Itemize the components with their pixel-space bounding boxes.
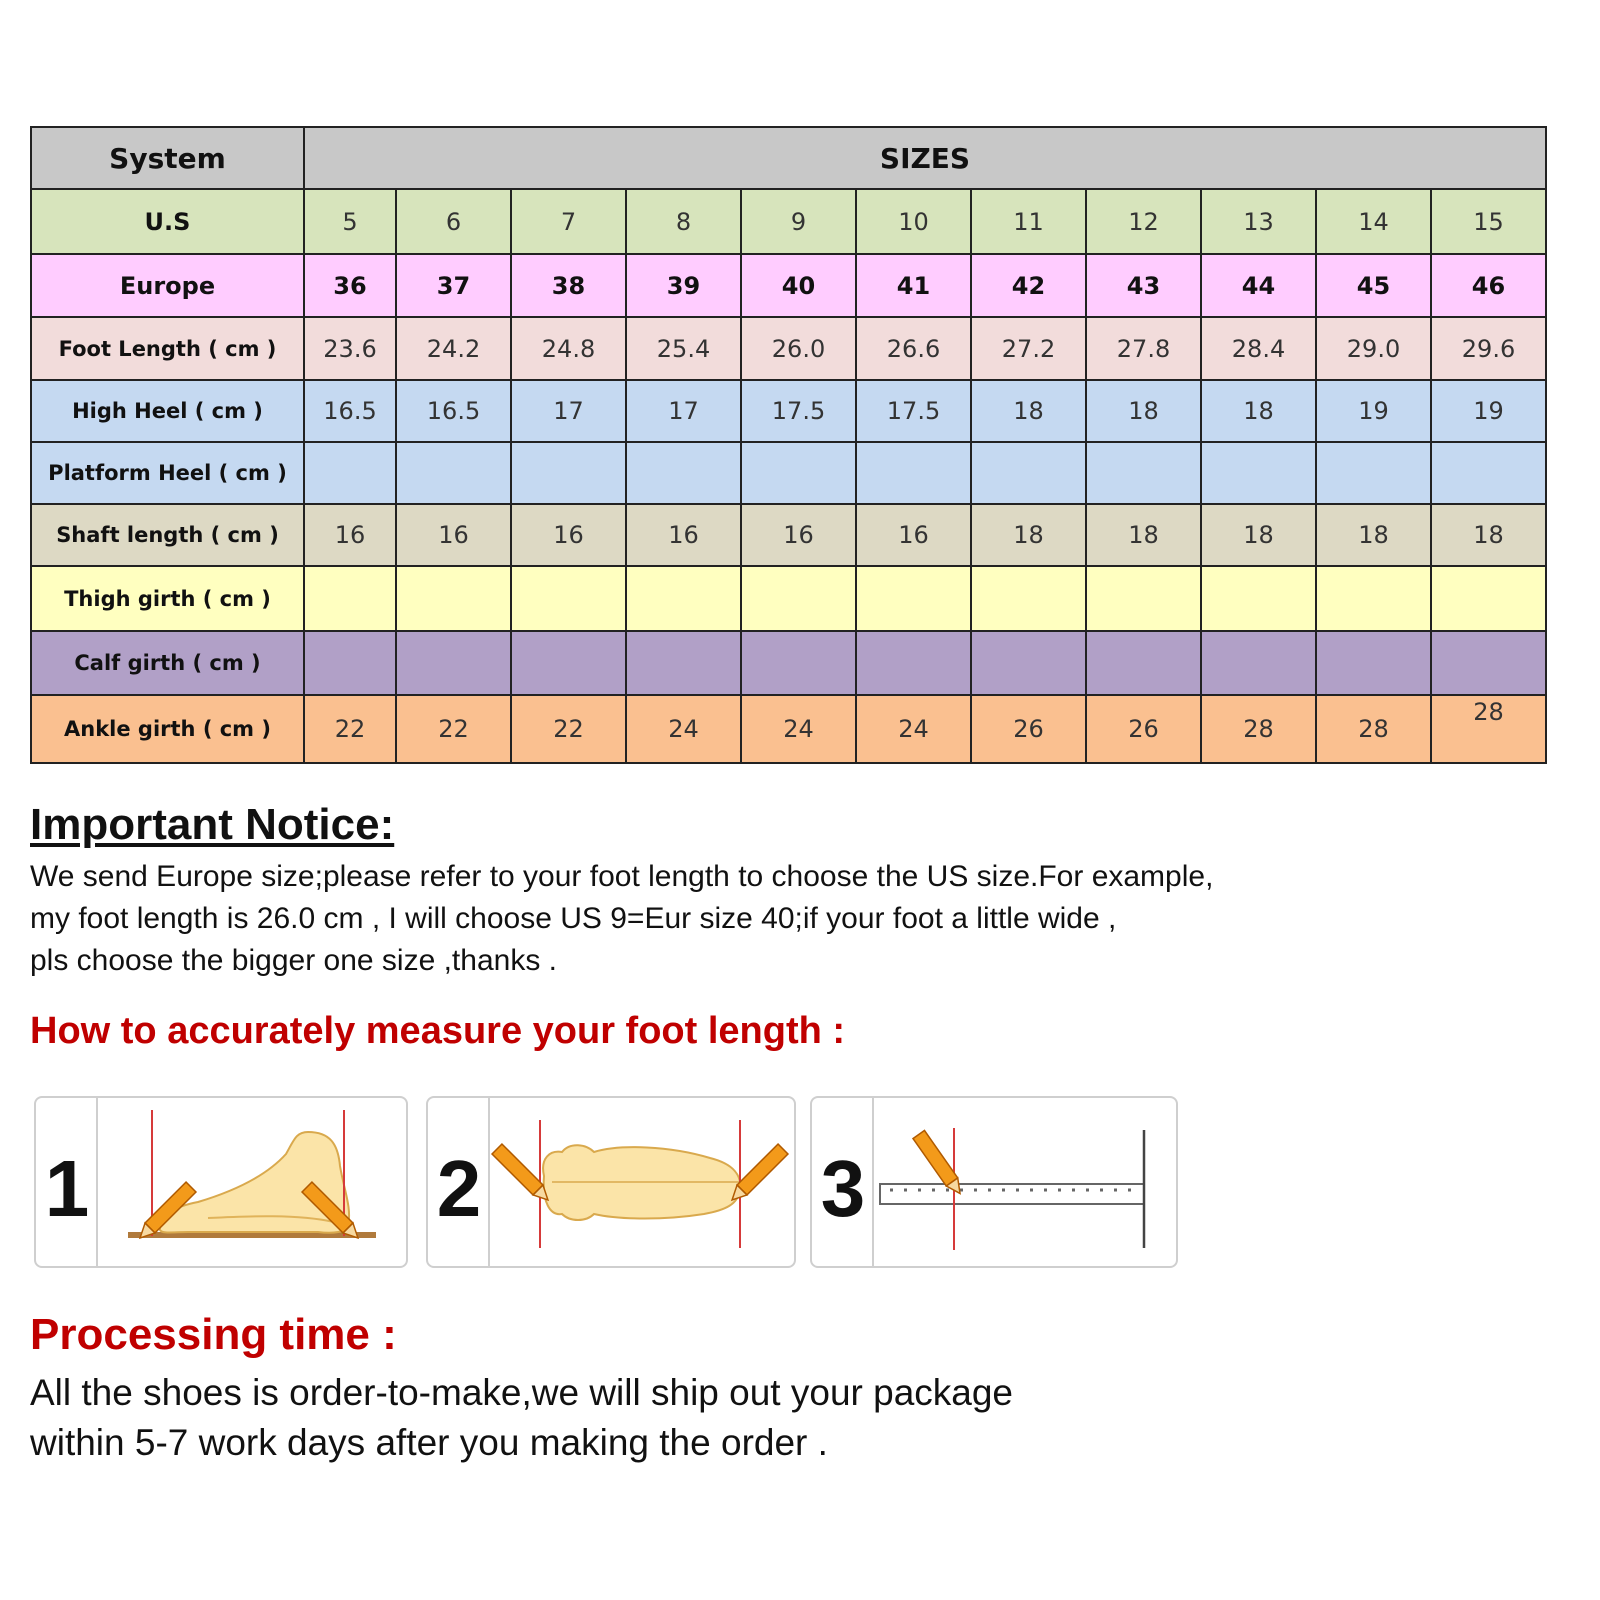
table-cell: 16.5	[304, 380, 396, 442]
table-cell: 16.5	[396, 380, 511, 442]
table-cell: 40	[741, 254, 856, 317]
processing-title-suffix: :	[369, 1310, 397, 1359]
notice-text	[30, 856, 1213, 982]
table-cell: 16	[396, 504, 511, 566]
table-cell	[626, 442, 741, 504]
table-cell	[856, 442, 971, 504]
table-row-shaft-length	[31, 504, 1546, 566]
table-cell	[1431, 566, 1546, 631]
table-cell: 12	[1086, 189, 1201, 254]
table-cell: 27.8	[1086, 317, 1201, 380]
processing-title	[30, 1310, 397, 1360]
table-cell: 22	[396, 695, 511, 763]
table-header-row	[31, 127, 1546, 189]
table-cell: 29.6	[1431, 317, 1546, 380]
table-cell: 28.4	[1201, 317, 1316, 380]
table-cell: 24.8	[511, 317, 626, 380]
table-cell: 41	[856, 254, 971, 317]
table-cell	[1316, 566, 1431, 631]
table-cell: 22	[511, 695, 626, 763]
measure-step-2	[426, 1096, 796, 1268]
table-cell	[396, 442, 511, 504]
table-cell: 18	[1086, 380, 1201, 442]
row-label-us: U.S	[31, 189, 304, 254]
table-cell	[396, 566, 511, 631]
table-cell: 18	[1431, 504, 1546, 566]
table-cell: 28	[1316, 695, 1431, 763]
table-cell: 16	[511, 504, 626, 566]
step-number: 3	[820, 1144, 866, 1233]
table-cell: 19	[1316, 380, 1431, 442]
table-cell: 18	[1201, 504, 1316, 566]
table-row-high-heel	[31, 380, 1546, 442]
row-label-high-heel: High Heel ( cm )	[31, 380, 304, 442]
row-label-calf-girth: Calf girth ( cm )	[31, 631, 304, 695]
table-cell	[511, 631, 626, 695]
table-cell	[304, 566, 396, 631]
table-cell: 16	[856, 504, 971, 566]
table-cell: 24	[856, 695, 971, 763]
table-cell	[741, 442, 856, 504]
table-cell: 28	[1201, 695, 1316, 763]
table-cell: 36	[304, 254, 396, 317]
step-number: 2	[436, 1144, 482, 1233]
table-cell: 24	[741, 695, 856, 763]
table-cell	[971, 631, 1086, 695]
table-cell	[1316, 442, 1431, 504]
table-cell: 26.6	[856, 317, 971, 380]
table-cell	[626, 631, 741, 695]
table-row-thigh-girth	[31, 566, 1546, 631]
table-cell: 42	[971, 254, 1086, 317]
table-cell: 26	[1086, 695, 1201, 763]
table-cell: 43	[1086, 254, 1201, 317]
measure-step-1	[34, 1096, 408, 1268]
table-cell: 45	[1316, 254, 1431, 317]
row-label-europe: Europe	[31, 254, 304, 317]
table-cell: 17	[626, 380, 741, 442]
table-cell	[511, 442, 626, 504]
processing-text	[30, 1368, 1013, 1468]
table-cell	[741, 566, 856, 631]
table-cell: 17.5	[741, 380, 856, 442]
measure-step-3	[810, 1096, 1178, 1268]
table-cell: 24	[626, 695, 741, 763]
notice-line: We send Europe size;please refer to your foot length to choose the US size.For example,	[30, 860, 1214, 893]
table-cell	[741, 631, 856, 695]
table-cell	[1201, 566, 1316, 631]
table-cell: 19	[1431, 380, 1546, 442]
table-cell: 18	[971, 380, 1086, 442]
table-cell: 17.5	[856, 380, 971, 442]
table-cell	[856, 631, 971, 695]
row-label-ankle-girth: Ankle girth ( cm )	[31, 695, 304, 763]
table-cell: 25.4	[626, 317, 741, 380]
foot-side-view-with-pencils-icon	[98, 1098, 406, 1266]
row-label-platform-heel: Platform Heel ( cm )	[31, 442, 304, 504]
table-cell	[396, 631, 511, 695]
table-cell	[1431, 631, 1546, 695]
table-cell: 26	[971, 695, 1086, 763]
table-row-platform-heel	[31, 442, 1546, 504]
processing-line: All the shoes is order-to-make,we will ship out your package	[30, 1372, 1014, 1413]
table-cell: 5	[304, 189, 396, 254]
processing-line: within 5-7 work days after you making the order .	[30, 1422, 828, 1463]
table-cell: 16	[626, 504, 741, 566]
sizes-header: SIZES	[304, 127, 1546, 189]
table-cell: 18	[1201, 380, 1316, 442]
table-cell: 18	[971, 504, 1086, 566]
table-cell: 28	[1431, 695, 1546, 763]
table-cell: 15	[1431, 189, 1546, 254]
table-cell: 29.0	[1316, 317, 1431, 380]
table-cell: 27.2	[971, 317, 1086, 380]
table-cell	[856, 566, 971, 631]
table-cell: 38	[511, 254, 626, 317]
table-cell: 18	[1316, 504, 1431, 566]
table-row-calf-girth	[31, 631, 1546, 695]
table-cell: 11	[971, 189, 1086, 254]
table-cell: 8	[626, 189, 741, 254]
table-cell	[511, 566, 626, 631]
foot-top-view-with-pencils-icon	[490, 1098, 794, 1266]
table-row-foot-length	[31, 317, 1546, 380]
system-header: System	[31, 127, 304, 189]
table-cell: 16	[741, 504, 856, 566]
table-cell	[971, 566, 1086, 631]
notice-title: Important Notice:	[30, 800, 395, 849]
table-cell: 14	[1316, 189, 1431, 254]
table-cell: 22	[304, 695, 396, 763]
table-row-ankle-girth	[31, 695, 1546, 763]
table-cell	[304, 442, 396, 504]
table-cell: 46	[1431, 254, 1546, 317]
table-cell	[1086, 566, 1201, 631]
table-cell	[1201, 631, 1316, 695]
step-number: 1	[44, 1144, 90, 1233]
table-cell	[1086, 442, 1201, 504]
table-cell	[971, 442, 1086, 504]
table-cell: 39	[626, 254, 741, 317]
measure-title: How to accurately measure your foot length :	[30, 1010, 846, 1052]
table-cell: 44	[1201, 254, 1316, 317]
table-cell: 17	[511, 380, 626, 442]
table-row-us	[31, 189, 1546, 254]
row-label-thigh-girth: Thigh girth ( cm )	[31, 566, 304, 631]
table-row-europe	[31, 254, 1546, 317]
table-cell: 9	[741, 189, 856, 254]
table-cell: 37	[396, 254, 511, 317]
table-cell: 6	[396, 189, 511, 254]
ruler-measurement-icon	[874, 1098, 1174, 1266]
size-chart-table	[30, 126, 1547, 764]
table-cell	[626, 566, 741, 631]
table-cell	[1316, 631, 1431, 695]
notice-line: pls choose the bigger one size ,thanks .	[30, 944, 557, 977]
table-cell	[1431, 442, 1546, 504]
processing-title-text: Processing time	[30, 1310, 370, 1359]
table-cell	[1086, 631, 1201, 695]
notice-line: my foot length is 26.0 cm , I will choose US 9=Eur size 40;if your foot a little wide ,	[30, 902, 1117, 935]
table-cell: 16	[304, 504, 396, 566]
table-cell: 18	[1086, 504, 1201, 566]
table-cell: 10	[856, 189, 971, 254]
table-cell	[1201, 442, 1316, 504]
table-cell: 24.2	[396, 317, 511, 380]
table-cell	[304, 631, 396, 695]
row-label-shaft-length: Shaft length ( cm )	[31, 504, 304, 566]
table-cell: 7	[511, 189, 626, 254]
table-cell: 13	[1201, 189, 1316, 254]
row-label-foot-length: Foot Length ( cm )	[31, 317, 304, 380]
table-cell: 23.6	[304, 317, 396, 380]
table-cell: 26.0	[741, 317, 856, 380]
